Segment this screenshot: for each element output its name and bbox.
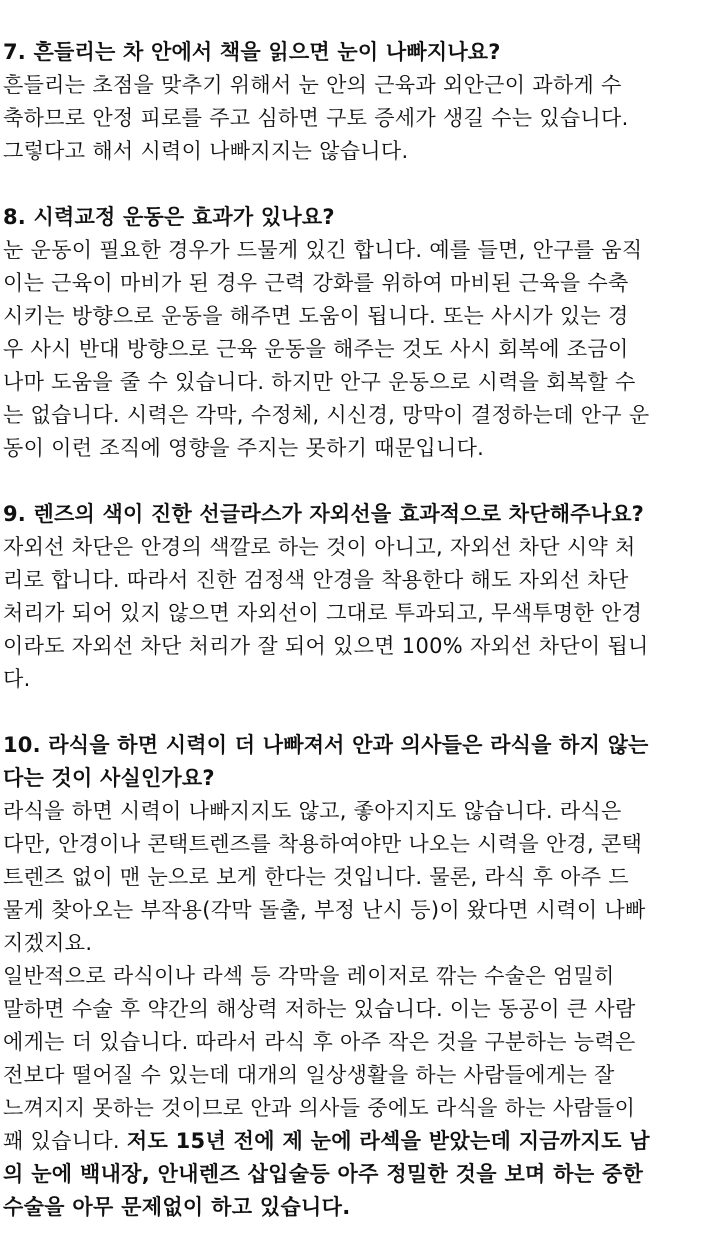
answer-10-text: 라식을 하면 시력이 나빠지지도 않고, 좋아지지도 않습니다. 라식은 다만, 안경이나 콘택트렌즈를 착용하여야만 나오는 시력을 안경, 콘택 트렌즈 없이 맨 눈으로 보게 한다는 것입니다. 물론, 라식 후 아주 드 물게 찾아오는 부작용(각막 돌출, 부정 난시 등)이 왔다면 시력이 나빠 지겠지요. 일반적으로 라식이나 라섹 등 각막을 레이저로 깎는 수술은 엄밀히 말하면 수술 후 약간의 해상력 저하는 있습니다. 이는 동공이 큰 사람 에게는 더 있습니다. 따라서 라식 후 아주 작은 것을 구분하는 능력은 전보다 떨어질 수 있는데 대개의 일상생활을 하는 사람들에게는 잘 느껴지지 못하는 것이므로 안과 의사들 중에도 라식을 하는 사람들이 꽤 있습니다. [3,799,646,1153]
question-9: 9. 렌즈의 색이 진한 선글라스가 자외선을 효과적으로 차단해주나요? [3,502,645,526]
faq-item-7 [3,36,713,168]
question-8: 8. 시력교정 운동은 효과가 있나요? [3,205,335,229]
answer-9: 자외선 차단은 안경의 색깔로 하는 것이 아니고, 자외선 차단 시약 처 리로 합니다. 따라서 진한 검정색 안경을 착용한다 해도 자외선 차단 처리가 되어 있지 않으면 자외선이 그대로 투과되고, 무색투명한 안경 이라도 자외선 차단 처리가 잘 되어 있으면 100% 자외선 차단이 됩니 다. [3,535,649,691]
answer-8: 눈 운동이 필요한 경우가 드물게 있긴 합니다. 예를 들면, 안구를 움직 이는 근육이 마비가 된 경우 근력 강화를 위하여 마비된 근육을 수축 시키는 방향으로 운동을 해주면 도움이 됩니다. 또는 사시가 있는 경 우 사시 반대 방향으로 근육 운동을 해주는 것도 사시 회복에 조금이 나마 도움을 줄 수 있습니다. 하지만 안구 운동으로 시력을 회복할 수 는 없습니다. 시력은 각막, 수정체, 시신경, 망막이 결정하는데 안구 운 동이 이런 조직에 영향을 주지는 못하기 때문입니다. [3,238,650,460]
faq-item-8 [3,201,713,465]
faq-item-9 [3,498,713,696]
answer-7: 흔들리는 초점을 맞추기 위해서 눈 안의 근육과 외안근이 과하게 수 축하므로 안정 피로를 주고 심하면 구토 증세가 생길 수는 있습니다. 그렇다고 해서 시력이 나빠지지는 않습니다. [3,73,629,163]
faq-item-10 [3,729,713,1224]
question-10: 10. 라식을 하면 시력이 더 나빠져서 안과 의사들은 라식을 하지 않는 다는 것이 사실인가요? [3,733,649,790]
question-7: 7. 흔들리는 차 안에서 책을 읽으면 눈이 나빠지나요? [3,40,501,64]
answer-10-bold-text: 저도 15년 전에 제 눈에 라섹을 받았는데 지금까지도 남 의 눈에 백내장, 안내렌즈 삽입술등 아주 정밀한 것을 보며 하는 중한 수술을 아무 문제없이 하고 있습니다. [3,1129,650,1219]
answer-10 [3,795,713,1224]
